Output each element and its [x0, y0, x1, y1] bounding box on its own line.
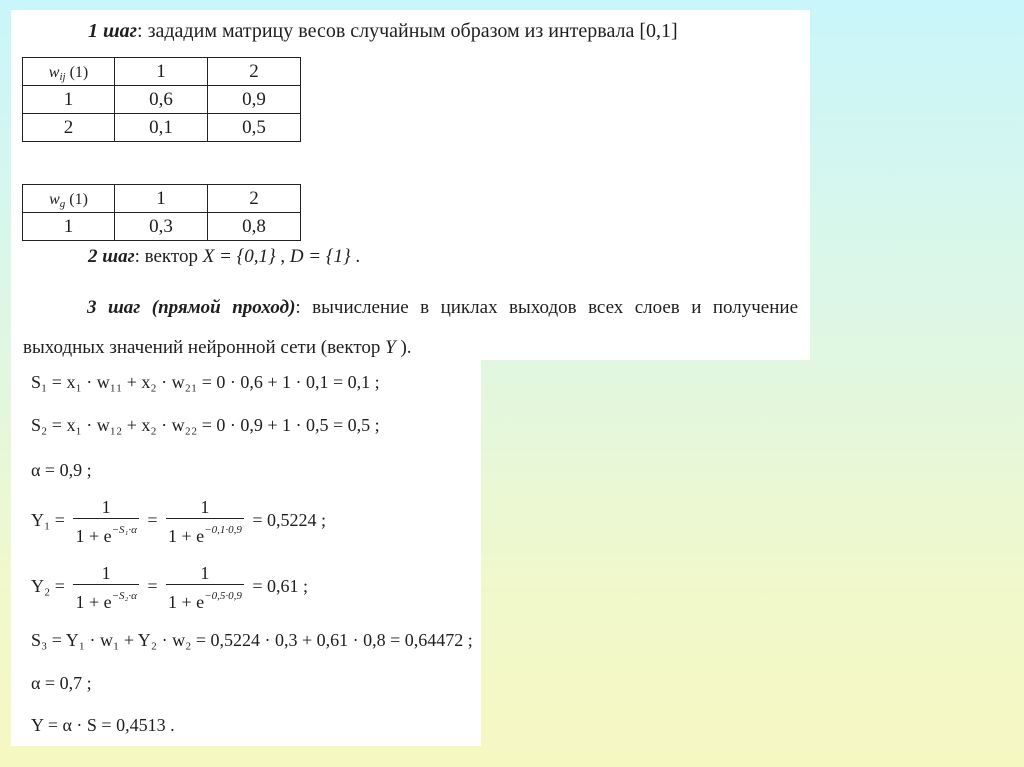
- table-cell: 0,3: [115, 213, 208, 241]
- step1-text: : зададим матрицу весов случайным образом из интервала [0,1]: [137, 20, 678, 42]
- step2-line: 2 шаг: вектор X = {0,1} , D = {1} .: [88, 246, 361, 267]
- x-vector: X = {0,1}: [202, 246, 276, 267]
- y2-result: = 0,61 ;: [252, 576, 308, 597]
- step1-label: 1 шаг: [88, 20, 138, 42]
- row-label: 2: [23, 114, 115, 142]
- equation-s3: S₃ = Y₁ · w₁ + Y₂ · w₂ = 0,5224 · 0,3 + 0,61 · 0,8 = 0,64472 ;: [31, 630, 473, 650]
- y1-fraction-symbolic: $\frac{1}{1 + e^{-S_1\cdot\alpha}}$: [75, 497, 137, 546]
- step3-paragraph: 3 шаг (прямой проход): вычисление в циклах выходов всех слоев и получение выходных значений нейронной сети (вектор Y ).: [23, 297, 798, 358]
- column-header: 2: [208, 185, 301, 213]
- step3-label: 3 шаг (прямой проход): [87, 297, 296, 318]
- column-header: 1: [115, 185, 208, 213]
- table-row: [23, 114, 301, 142]
- equation-y: Y = α · S = 0,4513 .: [31, 715, 175, 735]
- step2-label: 2 шаг: [88, 246, 135, 267]
- table-corner: $w_{ij}$ (1): [23, 58, 115, 86]
- table-header-row: [23, 58, 301, 86]
- step2-text: : вектор: [134, 246, 203, 267]
- weights-table-hidden: [22, 57, 301, 142]
- table-corner: $w_g$ (1): [23, 185, 115, 213]
- step3-text: : вычисление в циклах выходов всех слоев и получение выходных значений нейронной сети (вектор: [23, 297, 798, 358]
- equation-alpha1: α = 0,9 ;: [31, 460, 92, 480]
- y2-fraction-symbolic: $\frac{1}{1 + e^{-S_2\cdot\alpha}}$: [75, 563, 137, 612]
- d-vector: D = {1}: [289, 246, 351, 267]
- weights-table-output: [22, 184, 301, 241]
- y1-lhs: Y₁ =: [31, 510, 65, 531]
- y2-fraction-numeric: $\frac{1}{1 + e^{-0,5\cdot 0,9}}$: [168, 563, 242, 612]
- table-cell: 0,5: [208, 114, 301, 142]
- table-cell: 0,9: [208, 86, 301, 114]
- y-vector: Y: [385, 337, 396, 358]
- table-cell: 0,1: [115, 114, 208, 142]
- equation-y1: Y₁ = $\frac{1}{1 + e^{-S_1\cdot\alpha}}$ = $\frac{1}{1 + e^{-0,1\cdot 0,9}}$ = 0,5224 ;: [31, 497, 326, 546]
- table-cell: 0,8: [208, 213, 301, 241]
- y1-fraction-numeric: $\frac{1}{1 + e^{-0,1\cdot 0,9}}$: [168, 497, 242, 546]
- row-label: 1: [23, 213, 115, 241]
- table-header-row: [23, 185, 301, 213]
- equation-s1: S₁ = x₁ · w₁₁ + x₂ · w₂₁ = 0 · 0,6 + 1 · 0,1 = 0,1 ;: [31, 372, 380, 392]
- column-header: 1: [115, 58, 208, 86]
- equation-alpha2: α = 0,7 ;: [31, 673, 92, 693]
- table-row: [23, 213, 301, 241]
- row-label: 1: [23, 86, 115, 114]
- table-cell: 0,6: [115, 86, 208, 114]
- y2-lhs: Y₂ =: [31, 576, 65, 597]
- y1-result: = 0,5224 ;: [252, 510, 326, 531]
- equation-y2: Y₂ = $\frac{1}{1 + e^{-S_2\cdot\alpha}}$ = $\frac{1}{1 + e^{-0,5\cdot 0,9}}$ = 0,61 ;: [31, 563, 308, 612]
- step1-line: [88, 20, 678, 43]
- table-row: [23, 86, 301, 114]
- column-header: 2: [208, 58, 301, 86]
- equation-s2: S₂ = x₁ · w₁₂ + x₂ · w₂₂ = 0 · 0,9 + 1 · 0,5 = 0,5 ;: [31, 415, 380, 435]
